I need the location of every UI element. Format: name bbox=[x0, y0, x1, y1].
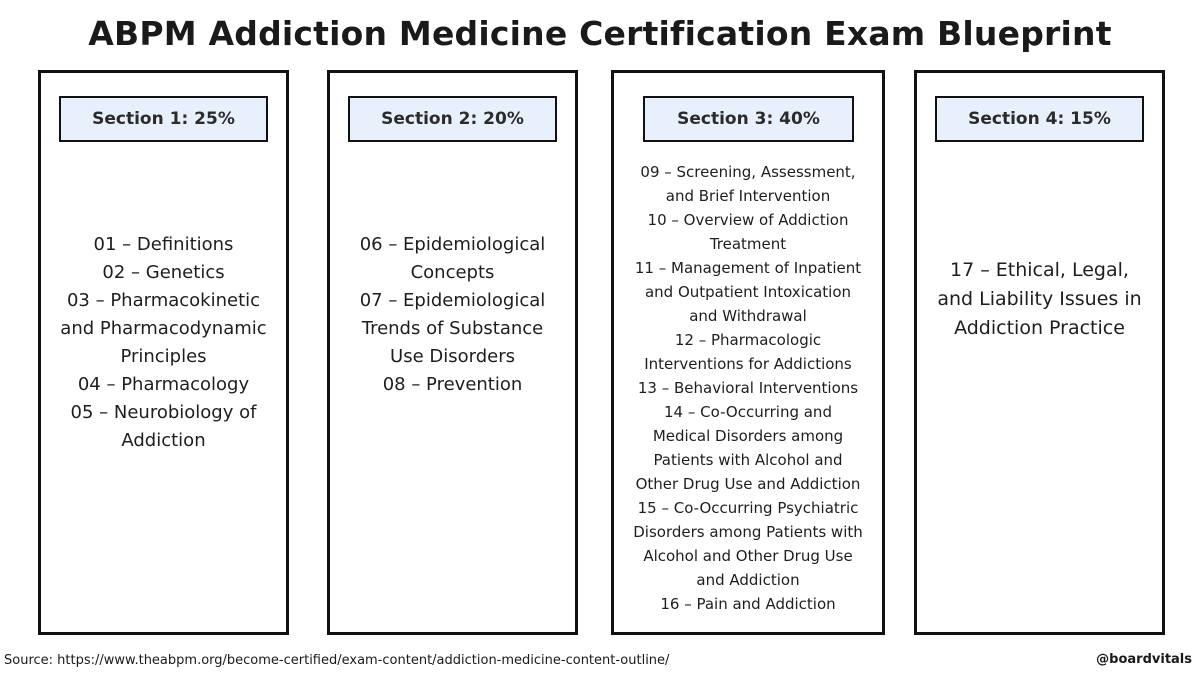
section-2-header: Section 2: 20% bbox=[348, 96, 557, 142]
section-3-header: Section 3: 40% bbox=[643, 96, 854, 142]
source-citation: Source: https://www.theabpm.org/become-certified/exam-content/addiction-medicine-content-outline/ bbox=[4, 653, 670, 668]
topic-line: Addiction Practice bbox=[954, 317, 1125, 339]
topic-line: 10 – Overview of Addiction bbox=[647, 211, 849, 229]
topic-line: and Pharmacodynamic bbox=[60, 318, 267, 339]
topic-line: Alcohol and Other Drug Use bbox=[643, 547, 853, 565]
topic-line: Addiction bbox=[121, 430, 206, 451]
page-title: ABPM Addiction Medicine Certification Exam Blueprint bbox=[88, 14, 1112, 53]
section-1-column bbox=[38, 70, 289, 635]
topic-line: 13 – Behavioral Interventions bbox=[637, 379, 859, 397]
topic-line: 15 – Co-Occurring Psychiatric bbox=[637, 499, 859, 517]
section-3-column bbox=[611, 70, 885, 635]
section-2-topics bbox=[334, 231, 571, 399]
topic-line: 14 – Co-Occurring and bbox=[664, 403, 832, 421]
topic-line: 01 – Definitions bbox=[93, 234, 234, 255]
topic-line: 16 – Pain and Addiction bbox=[660, 595, 836, 613]
topic-line: 17 – Ethical, Legal, bbox=[950, 259, 1129, 281]
topic-line: and Addiction bbox=[696, 571, 800, 589]
topic-line: 06 – Epidemiological bbox=[359, 234, 546, 255]
topic-line: Treatment bbox=[709, 235, 787, 253]
topic-line: Concepts bbox=[410, 262, 495, 283]
topic-line: 07 – Epidemiological bbox=[359, 290, 546, 311]
topic-line: 09 – Screening, Assessment, bbox=[640, 163, 856, 181]
section-2-column bbox=[327, 70, 578, 635]
topic-line: Medical Disorders among bbox=[652, 427, 844, 445]
section-4-topics bbox=[921, 256, 1158, 343]
topic-line: and Liability Issues in bbox=[937, 288, 1142, 310]
topic-line: Disorders among Patients with bbox=[633, 523, 863, 541]
section-4-column bbox=[914, 70, 1165, 635]
section-4-header: Section 4: 15% bbox=[935, 96, 1144, 142]
topic-line: 12 – Pharmacologic bbox=[674, 331, 822, 349]
section-1-topics bbox=[45, 231, 282, 455]
topic-line: 05 – Neurobiology of bbox=[70, 402, 257, 423]
topic-line: and Outpatient Intoxication bbox=[644, 283, 852, 301]
topic-line: Use Disorders bbox=[390, 346, 515, 367]
section-3-topics bbox=[618, 160, 878, 616]
brand-handle: @boardvitals bbox=[1096, 652, 1192, 667]
section-1-header: Section 1: 25% bbox=[59, 96, 268, 142]
topic-line: Patients with Alcohol and bbox=[653, 451, 843, 469]
topic-line: Other Drug Use and Addiction bbox=[635, 475, 861, 493]
topic-line: Principles bbox=[120, 346, 207, 367]
topic-line: 11 – Management of Inpatient bbox=[634, 259, 862, 277]
topic-line: 04 – Pharmacology bbox=[77, 374, 250, 395]
topic-line: 02 – Genetics bbox=[102, 262, 225, 283]
topic-line: Trends of Substance bbox=[361, 318, 544, 339]
topic-line: and Withdrawal bbox=[689, 307, 807, 325]
topic-line: 03 – Pharmacokinetic bbox=[66, 290, 261, 311]
topic-line: and Brief Intervention bbox=[665, 187, 831, 205]
topic-line: 08 – Prevention bbox=[382, 374, 523, 395]
topic-line: Interventions for Addictions bbox=[644, 355, 852, 373]
